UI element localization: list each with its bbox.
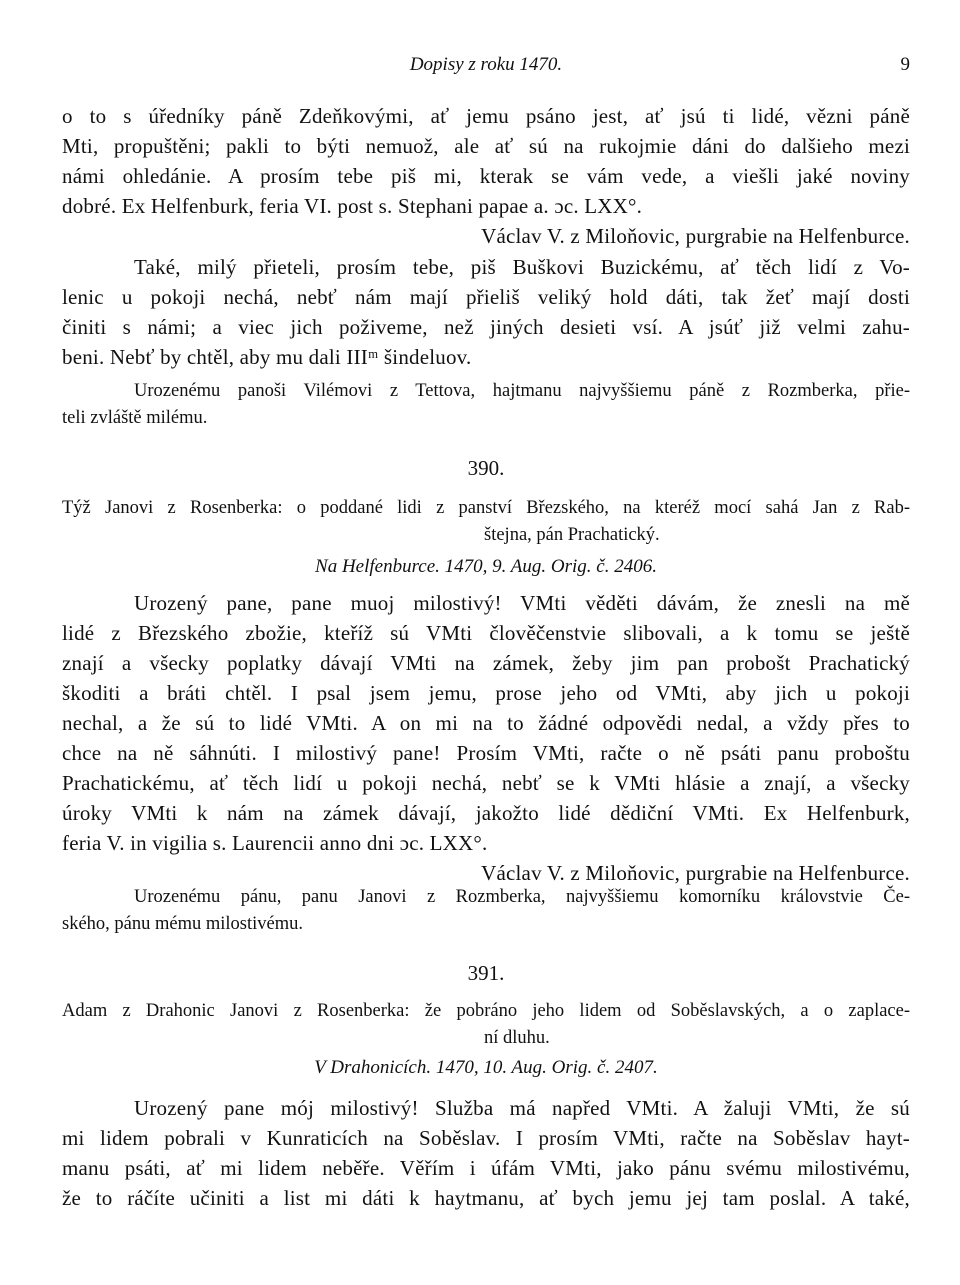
text-line: beni. Nebť by chtěl, aby mu dali IIIᵐ šindeluov. bbox=[62, 345, 472, 369]
text-line: chce na ně sáhnúti. I milostivý pane! Prosím VMti, račte o ně psáti panu proboštu bbox=[62, 741, 910, 765]
document-number-391: 391. bbox=[467, 961, 505, 985]
text-line: manu psáti, ať mi lidem neběře. Věřím i úfám VMti, jako pánu svému milostivému, bbox=[62, 1156, 910, 1180]
text-line: o to s úředníky páně Zdeňkovými, ať jemu psáno jest, ať jsú ti lidé, vězni páně bbox=[62, 104, 910, 128]
letter-389-postscript bbox=[62, 252, 910, 372]
text-line: lenic u pokoji nechá, nebť nám mají přieliš veliký hold dáti, tak žeť mají dosti bbox=[62, 285, 910, 309]
document-number-390: 390. bbox=[467, 456, 505, 480]
text-line: činiti s námi; a viec jich poživeme, než jiných desieti vsí. A jsúť již velmi zahu- bbox=[62, 315, 910, 339]
text-line: nechal, a že sú to lidé VMti. A on mi na to žádné odpovědi nedal, a vždy přes to bbox=[62, 711, 910, 735]
text-line: že to ráčíte učiniti a list mi dáti k haytmanu, ať bych jemu jej tam poslal. A také, bbox=[62, 1186, 910, 1210]
letter-390-body bbox=[62, 588, 910, 888]
text-line: Urozený pane mój milostivý! Služba má napřed VMti. A žaluji VMti, že sú bbox=[134, 1096, 910, 1120]
regest-391 bbox=[62, 998, 910, 1052]
regest-390 bbox=[62, 495, 910, 549]
dating-391: V Drahonicích. 1470, 10. Aug. Orig. č. 2407. bbox=[314, 1057, 658, 1078]
regest-line: Týž Janovi z Rosenberka: o poddané lidi z panství Březského, na kteréž mocí sahá Jan z Rab- bbox=[62, 498, 910, 518]
dating-390: Na Helfenburce. 1470, 9. Aug. Orig. č. 2406. bbox=[315, 556, 657, 577]
address-line: Urozenému panoši Vilémovi z Tettova, hajtmanu najvyššiemu páně z Rozmberka, přie- bbox=[134, 381, 910, 401]
text-line: znají a všecky poplatky dávají VMti na zámek, žeby jim pan probošt Prachatický bbox=[62, 651, 910, 675]
address-line: teli zvláště milému. bbox=[62, 408, 208, 428]
text-line: mi lidem pobrali v Kunraticích na Soběslav. I prosím VMti, račte na Soběslav hayt- bbox=[62, 1126, 910, 1150]
text-line: dobré. Ex Helfenburk, feria VI. post s. Stephani papae a. ɔc. LXX°. bbox=[62, 194, 643, 218]
text-line: Prachatickému, ať těch lidí u pokoji nechá, nebť se k VMti hlásie a znají, a všecky bbox=[62, 771, 910, 795]
text-line: Také, milý přieteli, prosím tebe, piš Buškovi Buzickému, ať těch lidí z Vo- bbox=[134, 255, 910, 279]
letter-389-body bbox=[62, 101, 910, 251]
regest-line: ní dluhu. bbox=[484, 1028, 550, 1048]
address-line: Urozenému pánu, panu Janovi z Rozmberka, najvyššiemu komorníku královstvie Če- bbox=[134, 887, 910, 907]
text-line: Mti, propuštěni; pakli to býti nemuož, ale ať sú na rukojmie dáni do dalšieho mezi bbox=[62, 134, 910, 158]
running-head bbox=[62, 54, 910, 82]
text-line: úroky VMti k nám na zámek dávají, jakožto lidé dědiční VMti. Ex Helfenburk, bbox=[62, 801, 910, 825]
running-title: Dopisy z roku 1470. bbox=[409, 54, 563, 75]
regest-line: Adam z Drahonic Janovi z Rosenberka: že pobráno jeho lidem od Soběslavských, a o zaplace- bbox=[62, 1001, 910, 1021]
letter-389-address bbox=[62, 378, 910, 432]
address-line: ského, pánu mému milostivému. bbox=[62, 914, 303, 934]
page-number: 9 bbox=[900, 54, 910, 75]
text-line: Urozený pane, pane muoj milostivý! VMti věděti dávám, že znesli na mě bbox=[134, 591, 910, 615]
text-line: škoditi a bráti chtěl. I psal jsem jemu, prose jeho od VMti, aby jich u pokoji bbox=[62, 681, 910, 705]
text-line: námi ohledánie. A prosím tebe piš mi, kterak se vám vede, a viešli jaké noviny bbox=[62, 164, 910, 188]
regest-line: štejna, pán Prachatický. bbox=[484, 525, 660, 545]
letter-390-address bbox=[62, 884, 910, 938]
text-line: feria V. in vigilia s. Laurencii anno dni ɔc. LXX°. bbox=[62, 831, 488, 855]
signature: Václav V. z Miloňovic, purgrabie na Helfenburce. bbox=[481, 224, 910, 248]
letter-391-body bbox=[62, 1093, 910, 1213]
text-line: lidé z Březského zbožie, kteříž sú VMti člověčenstvie slibovali, a k tomu se ještě bbox=[62, 621, 910, 645]
signature: Václav V. z Miloňovic, purgrabie na Helfenburce. bbox=[481, 861, 910, 885]
